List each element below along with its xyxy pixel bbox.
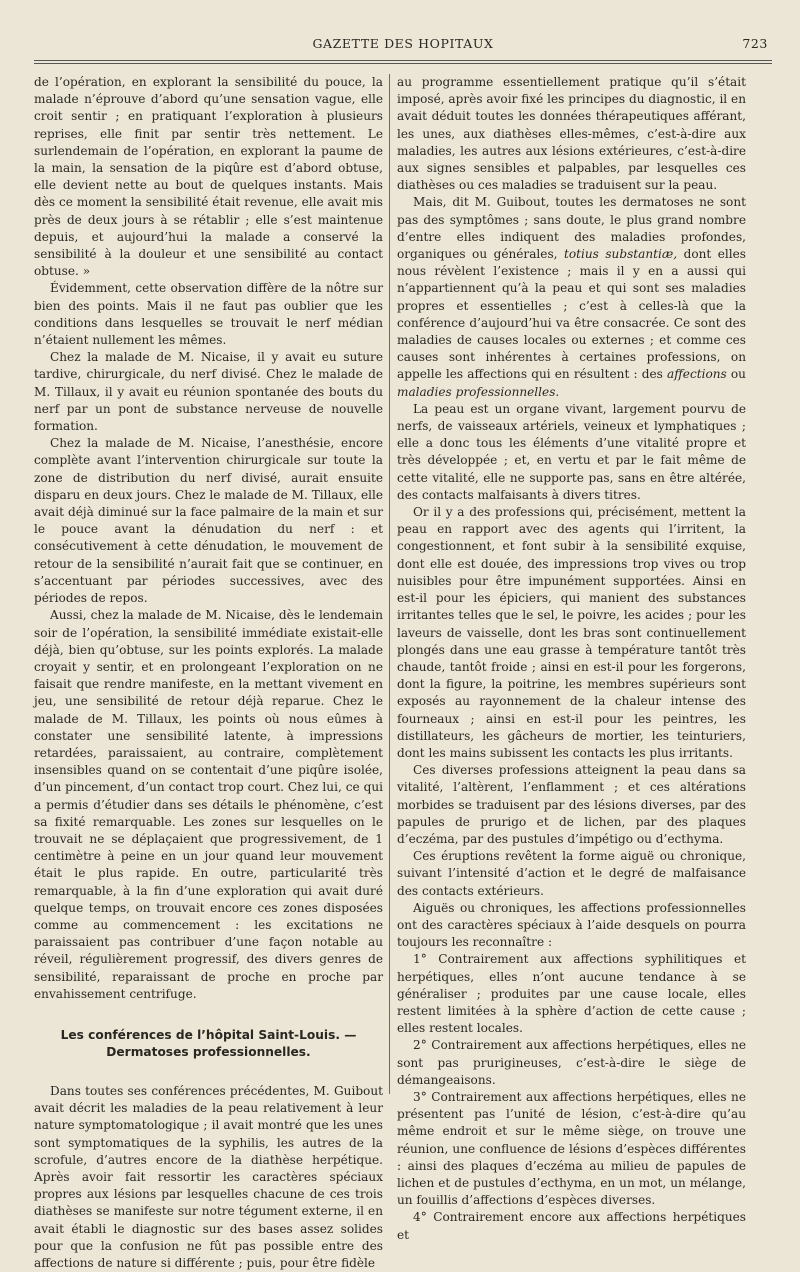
right-column <box>397 74 746 1272</box>
header-rule <box>34 60 772 64</box>
left-column <box>34 74 383 1272</box>
italic-text: maladies professionnelles. <box>397 384 560 399</box>
journal-title: GAZETTE DES HOPITAUX <box>312 36 494 51</box>
paragraph: Or il y a des professions qui, précisément, mettent la peau en rapport avec des agents qui l’irritent, la congestionnent, et font subir à la sensibilité exquise, dont elle est douée, des impressions trop vives ou trop nuisibles pour être impunément supportées. Ainsi en est-il pour les épiciers, qui manient des substances irritantes telles que le sel, le poivre, les acides ; pour les laveurs de vaisselle, dont les bras sont continuellement plongés dans une eau grasse à température tantôt très chaude, tantôt froide ; ainsi en est-il pour les forgerons, dont la figure, la poitrine, les membres supérieurs sont exposés au rayonnement de la chaleur intense des fourneaux ; ainsi en est-il pour les peintres, les distillateurs, les gâcheurs de mortier, les teinturiers, dont les mains subissent les contacts les plus irritants. <box>397 505 746 760</box>
paragraph: Ces éruptions revêtent la forme aiguë ou chronique, suivant l’intensité d’action et le degré de malfaisance des contacts extérieurs. <box>397 849 746 898</box>
paragraph: 3° Contrairement aux affections herpétiques, elles ne présentent pas l’unité de lésion, c’est-à-dire qu’au même endroit et sur le même siège, on trouve une réunion, une confluence de lésions d’espèces différentes : ainsi des plaques d’eczéma au milieu de papules de lichen et de pustules d’ecthyma, en un mot, un mélange, un fouillis d’affections d’espèces diverses. <box>397 1089 746 1208</box>
paragraph: 4° Contrairement encore aux affections herpétiques et <box>397 1210 746 1242</box>
page-number: 723 <box>742 36 768 51</box>
paragraph: Dans toutes ses conférences précédentes, M. Guibout avait décrit les maladies de la peau relativement à leur nature symptomatologique ; il avait montré que les unes sont symptomatiques de la syphilis, les autres de la scrofule, d’autres encore de la diathèse herpétique. Après avoir fait ressortir les caractères spéciaux propres aux lésions par lesquelles chacune de ces trois diathèses se manifeste sur notre tégument externe, il en avait établi le diagnostic sur des bases assez solides pour que la confusion ne fût pas possible entre des affections de nature si différente ; puis, pour être fidèle <box>34 1083 383 1270</box>
paragraph: Ces diverses professions atteignent la peau dans sa vitalité, l’altèrent, l’enflamment ; et ces altérations morbides se traduisent par des lésions diverses, par des papules de prurigo et de lichen, par des plaques d’eczéma, par des pustules d’impétigo ou d’ecthyma. <box>397 763 746 846</box>
italic-text: totius substantiæ, <box>564 247 678 262</box>
paragraph: au programme essentiellement pratique qu’il s’était imposé, après avoir fixé les principes du diagnostic, il en avait déduit toutes les données thérapeutiques afférant, les unes, aux diathèses elles-mêmes, c’est-à-dire aux maladies, les autres aux lésions extérieures, c’est-à-dire aux signes sensibles et palpables, par lesquelles ces diathèses ou ces maladies se traduisent sur la peau. <box>397 75 746 193</box>
paragraph: de l’opération, en explorant la sensibilité du pouce, la malade n’éprouve d’abord qu’une sensation vague, elle croit sentir ; en pratiquant l’exploration à plusieurs reprises, elle finit par sentir très nettement. Le surlendemain de l’opération, en explorant la paume de la main, la sensation de la piqûre est d’abord obtuse, elle devient nette au bout de quelques instants. Mais dès ce moment la sensibilité était revenue, elle avait mis près de deux jours à se rétablir ; elle s’est maintenue depuis, et aujourd’hui la malade a conservé la sensibilité à la douleur et une sensibilité au contact obtuse. » <box>34 75 383 279</box>
paragraph <box>397 194 746 400</box>
paragraph: 2° Contrairement aux affections herpétiques, elles ne sont pas prurigineuses, c’est-à-dire le siège de démangeaisons. <box>397 1038 746 1087</box>
text-run: ou <box>730 367 746 382</box>
paragraph: Aussi, chez la malade de M. Nicaise, dès le lendemain soir de l’opération, la sensibilité immédiate existait-elle déjà, bien qu’obtuse, sur les points explorés. La malade croyait y sentir, et en prolongeant l’exploration on ne faisait que rendre manifeste, en la mettant vivement en jeu, une sensibilité de retour déjà reparue. Chez le malade de M. Tillaux, les points où nous eûmes à constater une sensibilité latente, à impressions retardées, paraissaient, au contraire, complètement insensibles quand on se contentait d’une piqûre isolée, d’un pincement, d’un contact trop court. Chez lui, ce qui a permis d’étudier dans ses détails le phénomène, c’est sa fixité remarquable. Les zones sur lesquelles on le trouvait ne se déplaçaient que progressivement, de 1 centimètre à peine en un jour quand leur mouvement était le plus rapide. En outre, particularité très remarquable, à la fin d’une exploration qui avait duré quelque temps, on trouvait encore ces zones disposées comme au commencement : les excitations ne paraissaient pas contribuer d’une façon notable au réveil, régulièrement progressif, des divers genres de sensibilité, reparaissant de proche en proche par envahissement centrifuge. <box>34 608 383 1001</box>
paragraph: Chez la malade de M. Nicaise, l’anesthésie, encore complète avant l’intervention chirurgicale sur toute la zone de distribution du nerf divisé, aurait ensuite disparu en deux jours. Chez le malade de M. Tillaux, elle avait déjà diminué sur la face palmaire de la main et sur le pouce avant la dénudation du nerf : et consécutivement à cette dénudation, le mouvement de retour de la sensibilité n’aurait fait que se continuer, en s’accentuant par périodes successives, avec des périodes de repos. <box>34 436 383 606</box>
paragraph: La peau est un organe vivant, largement pourvu de nerfs, de vaisseaux artériels, veineux et lymphatiques ; elle a donc tous les éléments d’une vitalité propre et très développée ; et, en vertu et par le fait même de cette vitalité, elle ne supporte pas, sans en être altérée, des contacts malfaisants à divers titres. <box>397 401 746 502</box>
text-columns <box>34 74 772 1272</box>
text-run: Mais, dit M. Guibout, toutes les dermatoses ne sont pas des symptômes ; sans doute, le plus grand nombre d’entre elles indiquent des maladies profondes, organiques ou générales, <box>397 195 746 262</box>
running-head <box>34 30 772 56</box>
paragraph: 1° Contrairement aux affections syphilitiques et herpétiques, elles n’ont aucune tendance à se généraliser ; produites par une cause locale, elles restent limitées à la sphère d’action de cette cause ; elles restent locales. <box>397 952 746 1036</box>
paragraph: Aiguës ou chroniques, les affections professionnelles ont des caractères spéciaux à l’aide desquels on pourra toujours les reconnaître : <box>397 900 746 950</box>
paragraph: Chez la malade de M. Nicaise, il y avait eu suture tardive, chirurgicale, du nerf divisé. Chez le malade de M. Tillaux, il y avait eu réunion spontanée des bouts du nerf par un pont de substance nerveuse de nouvelle formation. <box>34 350 383 434</box>
paragraph: Évidemment, cette observation diffère de la nôtre sur bien des points. Mais il ne faut pas oublier que les conditions dans lesquelles se trouvait le nerf médian n’étaient nullement les mêmes. <box>34 281 383 348</box>
text-run: dont elles nous révèlent l’existence ; mais il y en a aussi qui n’appartiennent qu’à la peau et qui sont ses maladies propres et essentielles ; c’est à celles-là que la conférence d’aujourd’hui va être consacrée. Ce sont des maladies de causes locales ou externes ; et comme ces causes sont inhérentes à certaines professions, on appelle les affections qui en résultent : des <box>397 247 746 382</box>
italic-text: affections <box>667 367 727 382</box>
section-heading: Les conférences de l’hôpital Saint-Louis. — Dermatoses professionnelles. <box>60 1027 357 1059</box>
column-divider <box>389 74 390 1094</box>
